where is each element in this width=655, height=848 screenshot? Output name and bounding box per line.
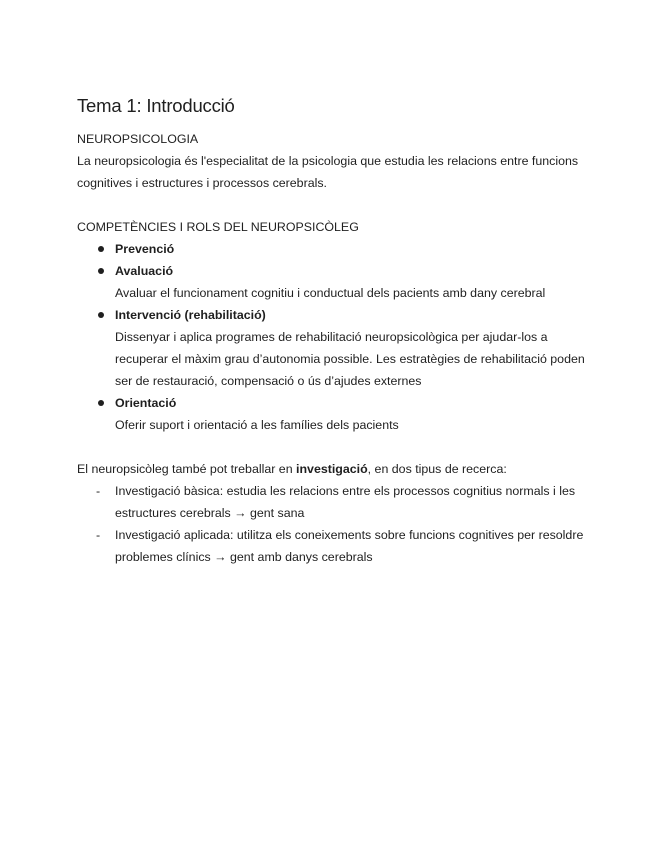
bullet-icon bbox=[98, 400, 104, 406]
definition-paragraph: La neuropsicologia és l'especialitat de la psicologia que estudia les relacions entre funcions cognitives i estructures i processos cerebrals. bbox=[77, 154, 579, 190]
dash-marker: - bbox=[96, 484, 101, 498]
list-item-description: Dissenyar i aplica programes de rehabilitació neuropsicològica per ajudar-los a recuperar el màxim grau d’autonomia possible. Les estratègies de rehabilitació poden ser de restauració, compensació o ús d’ajudes externes bbox=[115, 330, 585, 388]
research-intro-bold: investigació bbox=[296, 462, 368, 476]
list-item bbox=[77, 480, 597, 524]
section-heading-neuropsicologia: NEUROPSICOLOGIA bbox=[77, 132, 199, 146]
section-heading-competencies: COMPETÈNCIES I ROLS DEL NEUROPSICÒLEG bbox=[77, 220, 359, 234]
bullet-icon bbox=[98, 268, 104, 274]
research-list bbox=[77, 480, 597, 568]
list-item bbox=[77, 304, 597, 392]
document-title: Tema 1: Introducció bbox=[77, 95, 235, 116]
list-item-description: Avaluar el funcionament cognitiu i conductual dels pacients amb dany cerebral bbox=[115, 286, 546, 300]
competencies-list bbox=[77, 238, 597, 436]
list-item-label: Orientació bbox=[115, 396, 177, 410]
list-item bbox=[77, 238, 597, 260]
research-intro-text: El neuropsicòleg també pot treballar en bbox=[77, 462, 297, 476]
list-item-description: Oferir suport i orientació a les famílies dels pacients bbox=[115, 418, 399, 432]
research-intro bbox=[77, 458, 597, 480]
list-item-text: Investigació aplicada: utilitza els coneixements sobre funcions cognitives per resoldre problemes clínics → gent amb danys cerebrals bbox=[115, 528, 584, 564]
dash-marker: - bbox=[96, 528, 101, 542]
list-item-label: Intervenció (rehabilitació) bbox=[115, 308, 266, 322]
research-intro-tail: , en dos tipus de recerca: bbox=[367, 462, 507, 476]
list-item-label: Prevenció bbox=[115, 242, 175, 256]
list-item bbox=[77, 524, 597, 568]
list-item-label: Avaluació bbox=[115, 264, 174, 278]
document-page bbox=[77, 93, 597, 568]
list-item bbox=[77, 392, 597, 436]
list-item-text: Investigació bàsica: estudia les relacions entre els processos cognitius normals i les estructures cerebrals → gent sana bbox=[115, 484, 576, 520]
bullet-icon bbox=[98, 312, 104, 318]
bullet-icon bbox=[98, 246, 104, 252]
list-item bbox=[77, 260, 597, 304]
